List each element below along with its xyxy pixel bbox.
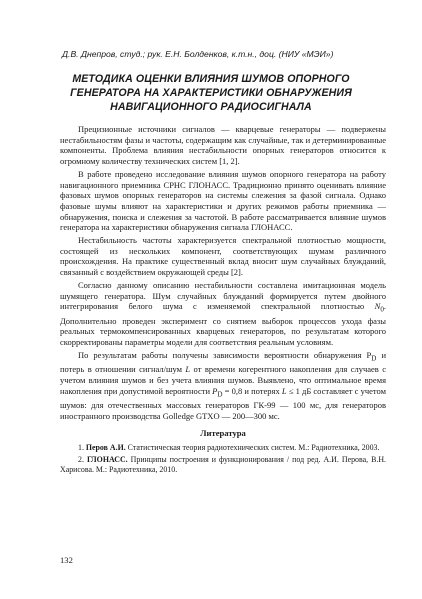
reference-item	[60, 443, 386, 453]
reference-text: Принципы построения и функционирования / под ред. А.И. Перова, В.Н. Харисова. М.: Радиотехника, 2010.	[60, 455, 386, 475]
paragraph-4-text-b: . Дополнительно проведен эксперимент со снятием выборок процессов ухода фазы реальных термокомпенсированных кварцевых генераторов, по результатам которого скорректированы параметры модели для соответствия реальным условиям.	[60, 301, 386, 348]
symbol-l: L	[185, 364, 191, 375]
reference-item	[60, 455, 386, 475]
paragraph-5-text-d: = 0,8 и потерях	[222, 385, 282, 396]
symbol-n: N	[374, 301, 381, 312]
paragraph-5-text-b: и потерь в отношении сигнал/шум	[60, 349, 386, 375]
paragraph-4-text-a: Согласно данному описанию нестабильности составлена имитационная модель шумящего генератора. Шум случайных блужданий формируется путем двойного интегрирования белого шума с изменяемой спектральной плотностью	[60, 279, 386, 312]
paragraph-1: Прецизионные источники сигналов — кварцевые генераторы — подвержены нестабильностям фазы и частоты, содержащим как случайные, так и детерминированные компоненты. Проблема влияния нестабильности опорных генераторов относится к огромному количеству технических систем [1, 2].	[60, 124, 386, 167]
paragraph-4	[60, 280, 386, 348]
references-list	[60, 443, 386, 475]
references-heading: Литература	[200, 428, 246, 439]
page-number: 132	[60, 555, 73, 565]
reference-number: 2.	[78, 455, 84, 465]
article-body	[60, 124, 386, 477]
symbol-l-2: L	[281, 385, 287, 396]
symbol-p: P	[212, 385, 218, 396]
authors-line: Д.В. Днепров, студ.; рук. Е.Н. Болденков, к.т.н., доц. (НИУ «МЭИ»)	[62, 49, 334, 59]
paragraph-5-text-e: ≤ 1 дБ составляет с учетом шумов: для отечественных массовых генераторов ГК-99 — 100 мс, для генераторов иностранного производства Golledge GTXO — 200—300 мс.	[60, 385, 386, 421]
paragraph-2: В работе проведено исследование влияния шумов опорного генератора на работу навигационного приемника СРНС ГЛОНАСС. Традиционно принято оценивать влияние фазовых шумов опорных генераторов на системы слежения за фазой сигнала. Однако фазовые шумы влияют на характеристики и других режимов работы приемника — обнаружения, поиска и слежения за частотой. В работе рассматривается влияние шумов генератора на характеристики обнаружения сигнала ГЛОНАСС.	[60, 168, 386, 233]
paragraph-5	[60, 350, 386, 422]
symbol-p-sub: D	[217, 390, 223, 399]
reference-text: Статистическая теория радиотехнических систем. М.: Радиотехника, 2003.	[125, 443, 380, 453]
paper-title: МЕТОДИКА ОЦЕНКИ ВЛИЯНИЯ ШУМОВ ОПОРНОГО ГЕНЕРАТОРА НА ХАРАКТЕРИСТИКИ ОБНАРУЖЕНИЯ НАВИГАЦИОННОГО РАДИОСИГНАЛА	[70, 73, 352, 113]
reference-author: ГЛОНАСС.	[86, 455, 128, 465]
reference-number: 1.	[78, 443, 84, 453]
paragraph-5-text-c: от времени когерентного накопления для случаев с учетом влияния шумов и без учета влияния шумов. Выявлено, что оптимальное время накопления при допустимой вероятности	[60, 364, 386, 396]
reference-author: Перов А.И.	[85, 443, 126, 453]
paragraph-3: Нестабильность частоты характеризуется спектральной плотностью мощности, состоящей из нескольких компонент, соответствующих шумам различного происхождения. На практике существенный вклад вносит шум случайных блужданий, связанный с воздействием окружающей среды [2].	[60, 235, 386, 278]
symbol-pd-sub: D	[371, 354, 377, 363]
paragraph-5-text-a: По результатам работы получены зависимости вероятности обнаружения P	[78, 349, 372, 360]
symbol-n-sub: 0	[380, 305, 384, 314]
